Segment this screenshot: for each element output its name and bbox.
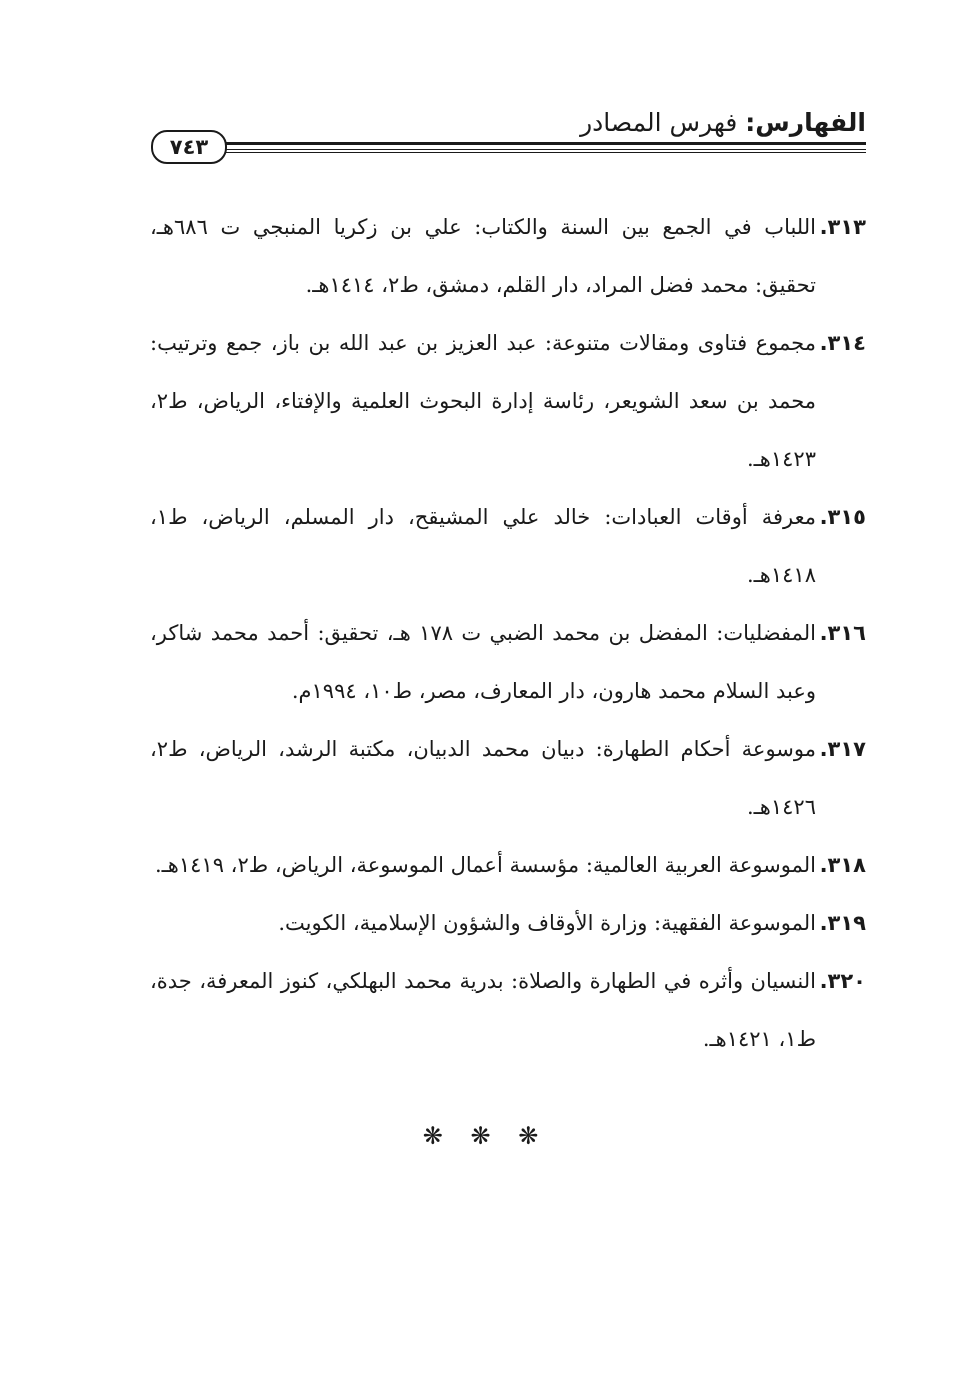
entry-text: المفضليات: المفضل بن محمد الضبي ت ١٧٨ هـ، تحقيق: أحمد محمد شاكر، وعبد السلام محمد هارون، دار المعارف، مصر، ط١٠، ١٩٩٤م. [150,621,816,703]
asterism-icon: ❋ [518,1122,539,1150]
bibliography-entry [150,952,866,1068]
bibliography-entry [150,198,866,314]
entry-text: النسيان وأثره في الطهارة والصلاة: بدرية محمد البهلكي، كنوز المعرفة، جدة، ط١، ١٤٢١هـ. [150,969,816,1051]
entry-number: ٣١٥. [819,505,866,529]
asterism-icon: ❋ [422,1122,443,1150]
bibliography-list [150,198,866,1068]
title-section-name: فهرس المصادر [580,108,746,137]
entry-number: ٣١٦. [819,621,866,645]
header-rule-thin [226,152,866,153]
bibliography-entry [150,314,866,488]
entry-text: الموسوعة الفقهية: وزارة الأوقاف والشؤون الإسلامية، الكويت. [278,911,816,935]
asterism-icon: ❋ [470,1122,491,1150]
entry-number: ٣١٨. [819,853,866,877]
entry-number: ٣١٣. [819,215,866,239]
entry-text: الموسوعة العربية العالمية: مؤسسة أعمال الموسوعة، الرياض، ط٢، ١٤١٩هـ. [154,853,816,877]
page-number: ٧٤٣ [169,134,209,159]
entry-text: موسوعة أحكام الطهارة: دبيان محمد الدبيان، مكتبة الرشد، الرياض، ط٢، ١٤٢٦هـ. [150,737,816,819]
entry-number: ٣١٩. [819,911,866,935]
bibliography-entry [150,720,866,836]
entry-number: ٣٢٠. [819,969,866,993]
page-number-frame [151,130,227,164]
entry-text: مجموع فتاوى ومقالات متنوعة: عبد العزيز بن عبد الله بن باز، جمع وترتيب: محمد بن سعد الشويعر، رئاسة إدارة البحوث العلمية والإفتاء، الرياض، ط٢، ١٤٢٣هـ. [150,331,816,471]
entry-text: معرفة أوقات العبادات: خالد علي المشيقح، دار المسلم، الرياض، ط١، ١٤١٨هـ. [150,505,816,587]
entry-number: ٣١٧. [819,737,866,761]
title-section-label: الفهارس: [745,108,866,137]
bibliography-entry [150,894,866,952]
entry-text: اللباب في الجمع بين السنة والكتاب: علي بن زكريا المنبجي ت ٦٨٦هـ، تحقيق: محمد فضل المراد، دار القلم، دمشق، ط٢، ١٤١٤هـ. [150,215,816,297]
page-title [580,108,866,137]
entry-number: ٣١٤. [819,331,866,355]
header-rule [226,142,866,150]
bibliography-entry [150,604,866,720]
bibliography-entry [150,836,866,894]
section-end-ornament [0,1122,961,1150]
bibliography-entry [150,488,866,604]
page-header [96,100,866,170]
